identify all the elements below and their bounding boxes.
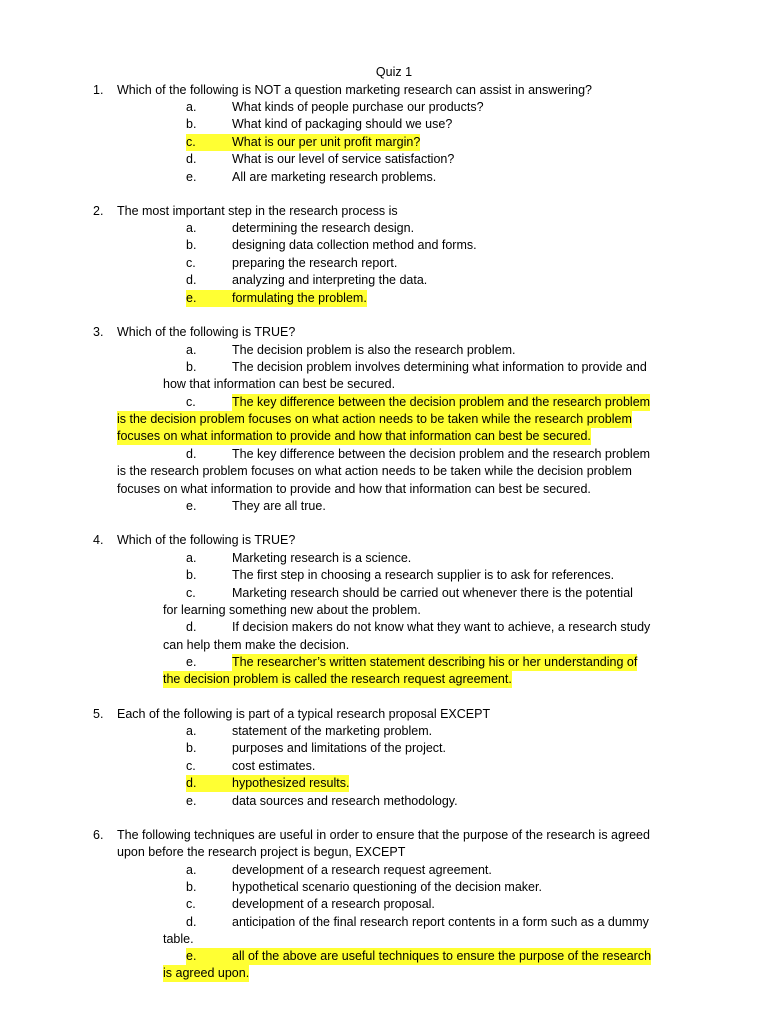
q6-option-c: development of a research proposal. xyxy=(232,897,435,911)
q4-option-a: Marketing research is a science. xyxy=(232,551,412,565)
q6-option-e-highlight xyxy=(186,948,232,965)
q3-option-e-letter: e. xyxy=(186,499,197,513)
q2-text: The most important step in the research process is xyxy=(117,204,398,218)
q6-option-a: development of a research request agreement. xyxy=(232,863,492,877)
q4-option-d-cont: can help them make the decision. xyxy=(163,638,350,652)
q2-option-a: determining the research design. xyxy=(232,221,415,235)
q3-option-c-letter: c. xyxy=(186,395,196,409)
q1-option-e-letter: e. xyxy=(186,170,197,184)
q4-option-b: The first step in choosing a research supplier is to ask for references. xyxy=(232,568,615,582)
q3-option-a-letter: a. xyxy=(186,343,197,357)
q5-option-c: cost estimates. xyxy=(232,759,316,773)
q3-option-b-cont: how that information can best be secured. xyxy=(163,377,396,391)
q3-option-b: The decision problem involves determining what information to provide and xyxy=(232,360,647,374)
q2-option-b: designing data collection method and forms. xyxy=(232,238,477,252)
q3-option-d: The key difference between the decision problem and the research problem xyxy=(232,447,651,461)
q5-option-d-letter: d. xyxy=(186,776,197,790)
q1-option-c: What is our per unit profit margin? xyxy=(232,135,421,149)
q3-option-d-cont2: focuses on what information to provide and how that information can best be secured. xyxy=(117,482,591,496)
q1-option-b-letter: b. xyxy=(186,117,197,131)
q5-option-a-letter: a. xyxy=(186,724,197,738)
q1-option-a-letter: a. xyxy=(186,100,197,114)
q5-option-b: purposes and limitations of the project. xyxy=(232,741,447,755)
quiz-title: Quiz 1 xyxy=(375,65,413,79)
q3-number: 3. xyxy=(93,325,104,339)
q3-option-e: They are all true. xyxy=(232,499,326,513)
q5-option-d: hypothesized results. xyxy=(232,776,350,790)
q3-option-b-letter: b. xyxy=(186,360,197,374)
q5-number: 5. xyxy=(93,707,104,721)
q5-text: Each of the following is part of a typical research proposal EXCEPT xyxy=(117,707,491,721)
q2-option-d: analyzing and interpreting the data. xyxy=(232,273,428,287)
q2-option-a-letter: a. xyxy=(186,221,197,235)
q1-option-e: All are marketing research problems. xyxy=(232,170,437,184)
q4-option-e-cont: the decision problem is called the research request agreement. xyxy=(163,672,512,686)
q6-option-d: anticipation of the final research report contents in a form such as a dummy xyxy=(232,915,649,929)
q2-number: 2. xyxy=(93,204,104,218)
q4-option-e: The researcher’s written statement describing his or her understanding of xyxy=(232,655,638,669)
q3-option-c-cont2: focuses on what information to provide and how that information can best be secured. xyxy=(117,429,591,443)
q3-option-a: The decision problem is also the research problem. xyxy=(232,343,516,357)
q5-option-d-highlight xyxy=(186,775,232,792)
q6-option-d-letter: d. xyxy=(186,915,197,929)
q2-option-c: preparing the research report. xyxy=(232,256,398,270)
q3-text: Which of the following is TRUE? xyxy=(117,325,296,339)
q4-option-d: If decision makers do not know what they want to achieve, a research study xyxy=(232,620,651,634)
q4-option-e-letter: e. xyxy=(186,655,197,669)
q4-option-a-letter: a. xyxy=(186,551,197,565)
q3-option-d-cont: is the research problem focuses on what action needs to be taken while the decision problem xyxy=(117,464,632,478)
q2-option-b-letter: b. xyxy=(186,238,197,252)
q1-option-d: What is our level of service satisfaction? xyxy=(232,152,455,166)
q6-option-e-letter: e. xyxy=(186,949,197,963)
q2-option-e: formulating the problem. xyxy=(232,291,367,305)
q6-option-d-cont: table. xyxy=(163,932,194,946)
q4-option-c-letter: c. xyxy=(186,586,196,600)
q6-number: 6. xyxy=(93,828,104,842)
q6-option-e-cont: is agreed upon. xyxy=(163,966,250,980)
q5-option-c-letter: c. xyxy=(186,759,196,773)
q6-option-a-letter: a. xyxy=(186,863,197,877)
q2-option-e-letter: e. xyxy=(186,291,197,305)
q1-number: 1. xyxy=(93,83,104,97)
q6-text: The following techniques are useful in order to ensure that the purpose of the research is agreed xyxy=(117,828,650,842)
q3-option-d-letter: d. xyxy=(186,447,197,461)
q1-option-c-letter: c. xyxy=(186,135,196,149)
q3-option-c-cont: is the decision problem focuses on what action needs to be taken while the research problem xyxy=(117,412,632,426)
q5-option-a: statement of the marketing problem. xyxy=(232,724,433,738)
q1-option-b: What kind of packaging should we use? xyxy=(232,117,453,131)
q4-text: Which of the following is TRUE? xyxy=(117,533,296,547)
q1-text: Which of the following is NOT a question marketing research can assist in answering? xyxy=(117,83,592,97)
q1-option-a: What kinds of people purchase our products? xyxy=(232,100,484,114)
q2-option-e-highlight xyxy=(186,290,232,307)
q5-option-e-letter: e. xyxy=(186,794,197,808)
q5-option-b-letter: b. xyxy=(186,741,197,755)
q4-number: 4. xyxy=(93,533,104,547)
q4-option-c-cont: for learning something new about the problem. xyxy=(163,603,421,617)
q6-option-b: hypothetical scenario questioning of the decision maker. xyxy=(232,880,542,894)
q3-option-c: The key difference between the decision problem and the research problem xyxy=(232,395,651,409)
q6-option-b-letter: b. xyxy=(186,880,197,894)
q6-option-c-letter: c. xyxy=(186,897,196,911)
q5-option-e: data sources and research methodology. xyxy=(232,794,458,808)
q6-option-e: all of the above are useful techniques to ensure the purpose of the research xyxy=(232,949,652,963)
q4-option-c: Marketing research should be carried out whenever there is the potential xyxy=(232,586,633,600)
q1-option-d-letter: d. xyxy=(186,152,197,166)
q4-option-d-letter: d. xyxy=(186,620,197,634)
q2-option-c-letter: c. xyxy=(186,256,196,270)
q6-text-cont: upon before the research project is begun, EXCEPT xyxy=(117,845,406,859)
q4-option-b-letter: b. xyxy=(186,568,197,582)
q2-option-d-letter: d. xyxy=(186,273,197,287)
